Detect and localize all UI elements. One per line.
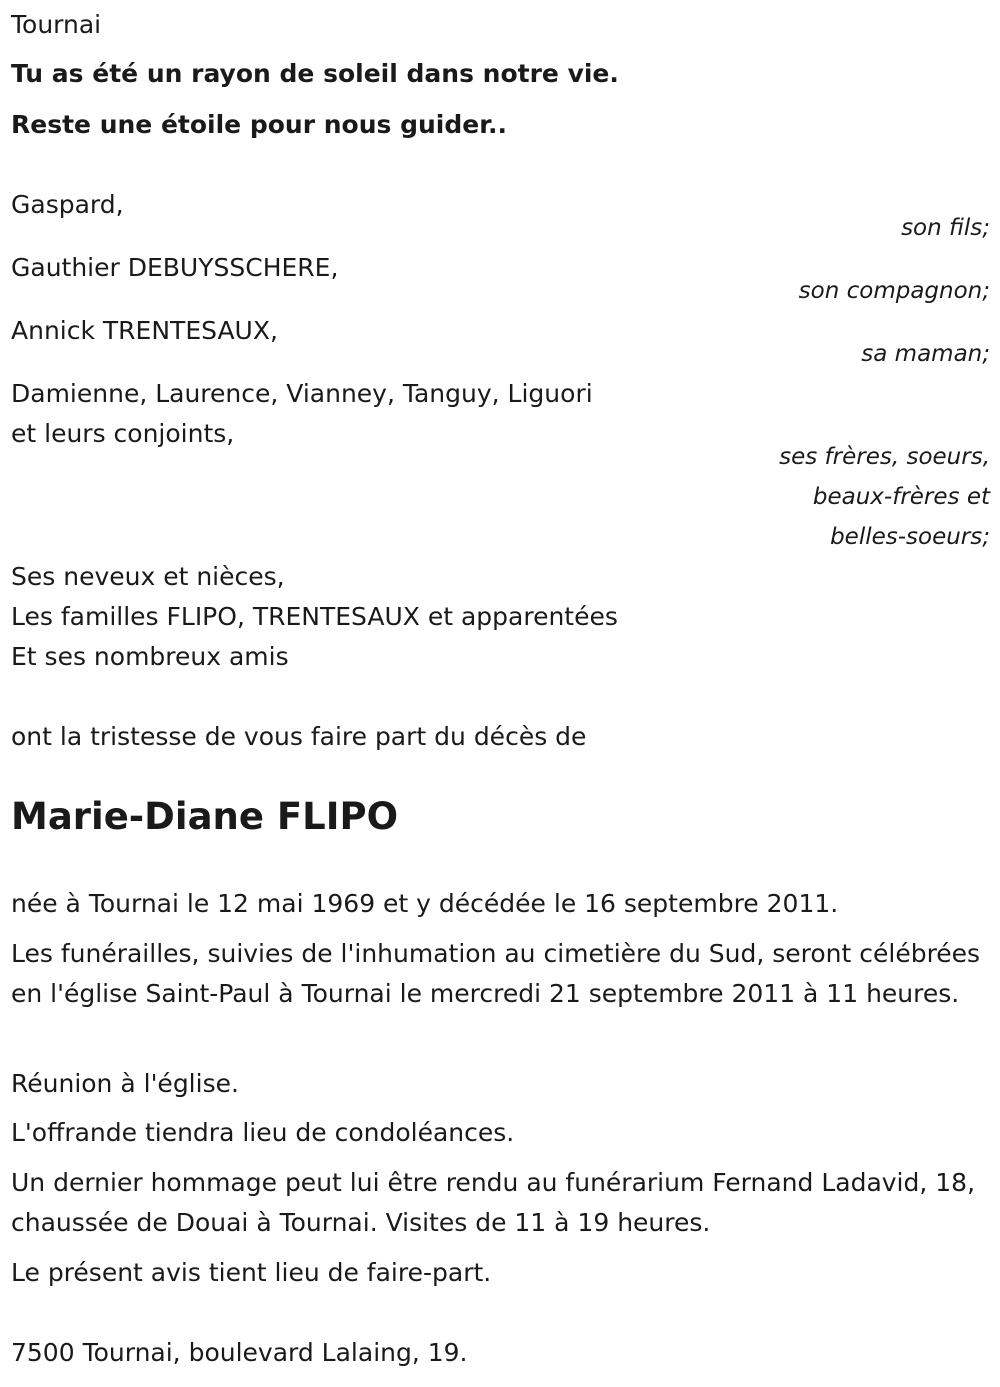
family-relation-son: son fils;	[901, 215, 990, 241]
deceased-name: Marie-Diane FLIPO	[11, 795, 399, 838]
family-relation-siblings-line-2: beaux-frères et	[812, 484, 990, 510]
family-relation-partner: son compagnon;	[798, 278, 990, 304]
quote-line-2: Reste une étoile pour nous guider..	[11, 110, 507, 139]
birth-death-text: née à Tournai le 12 mai 1969 et y décédée le 16 septembre 2011.	[11, 889, 839, 918]
family-name-siblings-line-2: et leurs conjoints,	[11, 419, 235, 448]
others-line-2: Les familles FLIPO, TRENTESAUX et apparentées	[11, 602, 618, 631]
quote-line-1: Tu as été un rayon de soleil dans notre vie.	[11, 59, 619, 88]
family-name-son: Gaspard,	[11, 190, 124, 219]
place-heading: Tournai	[11, 10, 102, 39]
family-relation-siblings-line-3: belles-soeurs;	[830, 524, 990, 550]
funeral-text: Les funérailles, suivies de l'inhumation au cimetière du Sud, seront célébrées en l'église Saint-Paul à Tournai le mercredi 21 septembre 2011 à 11 heures.	[11, 939, 981, 1008]
tribute-text: Un dernier hommage peut lui être rendu au funérarium Fernand Ladavid, 18, chaussée de Douai à Tournai. Visites de 11 à 19 heures.	[11, 1168, 976, 1237]
family-name-siblings-line-1: Damienne, Laurence, Vianney, Tanguy, Liguori	[11, 379, 593, 408]
notice-text: Le présent avis tient lieu de faire-part.	[11, 1258, 492, 1287]
family-relation-mother: sa maman;	[861, 341, 990, 367]
address-text: 7500 Tournai, boulevard Lalaing, 19.	[11, 1338, 468, 1367]
meeting-text: Réunion à l'église.	[11, 1069, 239, 1098]
offering-text: L'offrande tiendra lieu de condoléances.	[11, 1118, 515, 1147]
others-line-1: Ses neveux et nièces,	[11, 562, 285, 591]
family-relation-siblings-line-1: ses frères, soeurs,	[779, 444, 990, 470]
family-name-partner: Gauthier DEBUYSSCHERE,	[11, 253, 339, 282]
family-name-mother: Annick TRENTESAUX,	[11, 316, 278, 345]
announcement-text: ont la tristesse de vous faire part du décès de	[11, 722, 587, 751]
others-line-3: Et ses nombreux amis	[11, 642, 289, 671]
